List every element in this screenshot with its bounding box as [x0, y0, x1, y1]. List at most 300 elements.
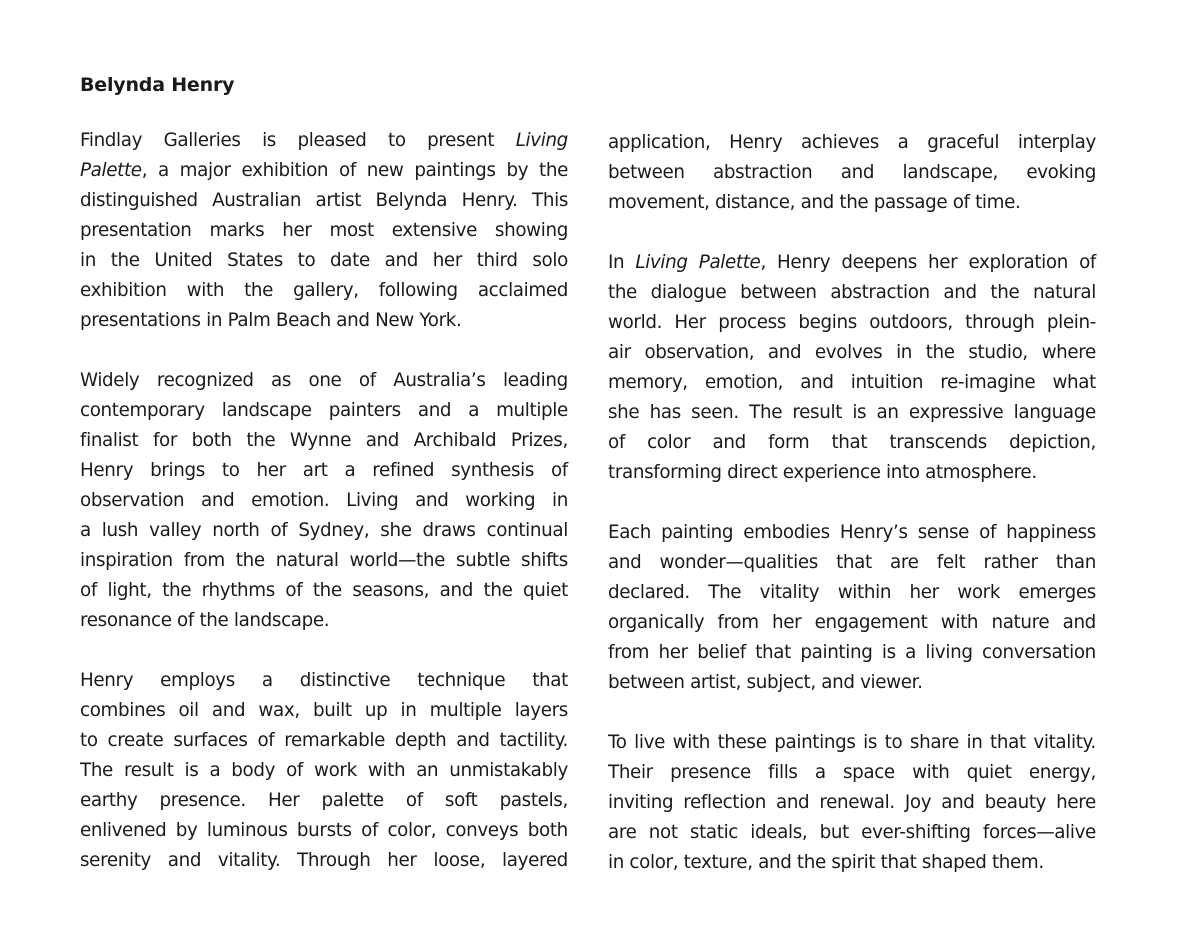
- text-run: The: [708, 582, 742, 603]
- word: [218, 846, 280, 876]
- word: [153, 426, 177, 456]
- text-run: Findlay: [80, 130, 143, 151]
- word: [451, 456, 534, 486]
- text-run: are: [890, 552, 919, 573]
- text-run: Each: [608, 522, 651, 543]
- word: [768, 338, 801, 368]
- word: [718, 728, 767, 758]
- word: [861, 818, 970, 848]
- word: [303, 456, 328, 486]
- word: [401, 696, 417, 726]
- text-line: [608, 398, 1096, 428]
- word: [776, 788, 809, 818]
- word: [608, 398, 639, 428]
- word: [910, 578, 939, 608]
- text-line: [80, 816, 568, 846]
- text-run: her: [282, 220, 312, 241]
- word: [634, 728, 665, 758]
- text-run: from: [717, 612, 759, 633]
- word: [608, 758, 653, 788]
- italic-title: Palette: [80, 160, 142, 181]
- text-run: transforming direct experience into atmosphere.: [608, 462, 1037, 483]
- word: [80, 456, 133, 486]
- word: [293, 276, 359, 306]
- word: [532, 666, 568, 696]
- text-run: contemporary: [80, 400, 205, 421]
- text-run: beauty: [984, 792, 1047, 813]
- text-run: of: [80, 580, 97, 601]
- word: [928, 248, 957, 278]
- word: [511, 426, 568, 456]
- text-run: ,: [141, 160, 148, 181]
- text-run: than: [1055, 552, 1096, 573]
- word: [365, 696, 388, 726]
- word: [608, 308, 662, 338]
- word: [201, 486, 234, 516]
- word: [462, 186, 518, 216]
- word: [819, 788, 894, 818]
- text-run: distinctive: [299, 670, 391, 691]
- text-run: plein-: [1046, 312, 1096, 333]
- word: [456, 546, 510, 576]
- word: [532, 246, 568, 276]
- word: [608, 788, 673, 818]
- word: [251, 486, 329, 516]
- justified-words: [80, 366, 568, 396]
- word: [768, 758, 797, 788]
- text-run: following: [378, 280, 458, 301]
- word: [392, 216, 477, 246]
- word: [830, 278, 929, 308]
- word: [608, 518, 651, 548]
- word: [149, 516, 201, 546]
- text-run: and: [456, 730, 490, 751]
- word: [926, 338, 955, 368]
- text-line: [608, 758, 1096, 788]
- text-run: to: [297, 250, 316, 271]
- word: [608, 278, 637, 308]
- justified-words: [80, 486, 568, 516]
- text-run: working: [465, 490, 536, 511]
- text-line: [608, 848, 1096, 878]
- text-run: serenity: [80, 850, 151, 871]
- text-run: fills: [768, 762, 798, 783]
- text-run: is: [262, 130, 276, 151]
- text-line: [80, 426, 568, 456]
- text-run: the: [483, 580, 513, 601]
- word: [173, 726, 247, 756]
- text-run: transcends: [889, 432, 987, 453]
- justified-words: [608, 158, 1096, 188]
- left-column: [80, 126, 568, 906]
- justified-words: [80, 216, 568, 246]
- text-run: through: [965, 312, 1035, 333]
- word: [499, 726, 568, 756]
- word: [313, 696, 352, 726]
- text-line: [80, 846, 568, 876]
- text-run: and: [767, 342, 802, 363]
- justified-words: [608, 638, 1096, 668]
- word: [372, 456, 434, 486]
- text-run: up: [364, 700, 388, 721]
- justified-words: [608, 368, 1096, 398]
- text-run: her: [432, 250, 462, 271]
- word: [449, 756, 568, 786]
- word: [798, 308, 857, 338]
- text-run: work: [313, 760, 357, 781]
- text-line: [80, 546, 568, 576]
- text-run: north: [212, 520, 260, 541]
- word: [478, 276, 568, 306]
- text-run: ideals,: [750, 822, 808, 843]
- word: [608, 548, 641, 578]
- text-line: [80, 306, 568, 336]
- text-run: Henry’s: [839, 522, 908, 543]
- text-run: artist: [315, 190, 362, 211]
- text-run: emotion,: [704, 372, 784, 393]
- text-run: natural: [1033, 282, 1096, 303]
- text-run: combines: [80, 700, 166, 721]
- text-run: a: [814, 762, 826, 783]
- text-line: [80, 516, 568, 546]
- word: [380, 516, 411, 546]
- text-run: a: [905, 642, 917, 663]
- text-run: soft: [444, 790, 478, 811]
- word: [80, 486, 184, 516]
- word: [608, 428, 625, 458]
- text-run: present: [427, 130, 495, 151]
- text-line: [80, 156, 568, 186]
- word: [608, 818, 637, 848]
- word: [80, 726, 98, 756]
- word: [465, 486, 535, 516]
- justified-words: [80, 396, 568, 426]
- word: [740, 278, 817, 308]
- text-run: work: [957, 582, 1001, 603]
- text-run: presentations in Palm Beach and New York.: [80, 310, 462, 331]
- word: [943, 278, 976, 308]
- text-run: Henry.: [461, 190, 518, 211]
- justified-words: [608, 818, 1096, 848]
- word: [699, 248, 766, 278]
- word: [268, 786, 299, 816]
- text-run: vitality: [759, 582, 820, 603]
- text-run: tactility.: [499, 730, 568, 751]
- italic-title: Living: [635, 252, 688, 273]
- text-run: a: [157, 160, 169, 181]
- text-run: vitality.: [217, 850, 281, 871]
- text-run: vitality.: [1033, 732, 1096, 753]
- text-run: with: [367, 760, 406, 781]
- word: [1019, 578, 1096, 608]
- word: [80, 366, 139, 396]
- justified-words: [80, 426, 568, 456]
- word: [851, 368, 923, 398]
- word: [515, 696, 568, 726]
- text-run: as: [271, 370, 292, 391]
- text-run: ever-shifting: [861, 822, 971, 843]
- text-line: [608, 518, 1096, 548]
- text-run: and: [943, 282, 977, 303]
- text-run: here: [1056, 792, 1096, 813]
- word: [387, 846, 416, 876]
- text-run: employs: [160, 670, 235, 691]
- text-line: [80, 246, 568, 276]
- text-run: of: [361, 820, 379, 841]
- word: [298, 516, 369, 546]
- word: [523, 576, 568, 606]
- word: [339, 156, 356, 186]
- text-run: layers: [514, 700, 568, 721]
- text-run: and: [439, 580, 473, 601]
- text-run: outdoors,: [869, 312, 953, 333]
- text-run: of: [979, 522, 997, 543]
- text-run: abstraction: [712, 162, 813, 183]
- text-run: the: [312, 580, 342, 601]
- word: [1018, 128, 1096, 158]
- text-run: pleased: [297, 130, 367, 151]
- text-run: brings: [150, 460, 205, 481]
- text-run: luminous: [206, 820, 288, 841]
- word: [896, 338, 912, 368]
- text-run: the: [925, 342, 955, 363]
- word: [80, 516, 91, 546]
- text-run: and: [417, 400, 452, 421]
- text-run: these: [717, 732, 767, 753]
- text-run: in color, texture, and the spirit that shaped them.: [608, 852, 1044, 873]
- text-run: reflection: [683, 792, 766, 813]
- justified-words: [80, 816, 568, 846]
- text-run: both: [527, 820, 568, 841]
- word: [877, 398, 899, 428]
- word: [297, 816, 352, 846]
- text-line: [608, 548, 1096, 578]
- word: [755, 638, 791, 668]
- italic-title: Palette: [698, 252, 761, 273]
- word: [298, 246, 316, 276]
- text-run: acclaimed: [477, 280, 568, 301]
- text-run: she: [608, 402, 640, 423]
- word: [212, 516, 259, 546]
- word: [968, 338, 1028, 368]
- text-run: of: [358, 370, 376, 391]
- word: [608, 338, 631, 368]
- word: [108, 726, 164, 756]
- text-run: her: [256, 460, 286, 481]
- word: [111, 246, 140, 276]
- word: [102, 516, 138, 546]
- text-run: expressive: [908, 402, 1004, 423]
- word: [1033, 728, 1095, 758]
- text-run: a: [344, 460, 356, 481]
- word: [841, 158, 874, 188]
- word: [551, 456, 568, 486]
- text-run: of: [285, 580, 303, 601]
- word: [414, 426, 497, 456]
- text-run: from: [608, 642, 650, 663]
- text-run: painting: [661, 522, 734, 543]
- word: [406, 786, 423, 816]
- word: [227, 246, 283, 276]
- word: [176, 816, 198, 846]
- word: [80, 186, 198, 216]
- text-run: sense: [917, 522, 970, 543]
- word: [468, 396, 479, 426]
- text-run: presence.: [159, 790, 246, 811]
- text-line: [80, 606, 568, 636]
- word: [673, 728, 710, 758]
- text-line: [80, 756, 568, 786]
- word: [885, 728, 903, 758]
- word: [608, 248, 624, 278]
- word: [608, 368, 688, 398]
- text-run: the: [110, 250, 140, 271]
- word: [777, 248, 830, 278]
- paragraph: [608, 248, 1096, 488]
- word: [415, 486, 448, 516]
- word: [957, 578, 1000, 608]
- word: [800, 638, 872, 668]
- text-run: Prizes,: [510, 430, 568, 451]
- text-run: Living: [346, 490, 399, 511]
- word: [433, 846, 485, 876]
- word: [495, 216, 568, 246]
- word: [608, 578, 690, 608]
- word: [500, 786, 568, 816]
- text-run: painting: [800, 642, 873, 663]
- text-run: layered: [502, 850, 568, 871]
- word: [838, 578, 891, 608]
- text-run: exhibition: [241, 160, 329, 181]
- text-run: shifts: [521, 550, 568, 571]
- word: [647, 428, 690, 458]
- text-run: lush: [101, 520, 139, 541]
- text-run: and: [775, 792, 810, 813]
- text-run: the: [244, 280, 274, 301]
- justified-words: [608, 428, 1096, 458]
- word: [718, 308, 786, 338]
- word: [285, 576, 302, 606]
- text-run: Archibald: [413, 430, 497, 451]
- word: [376, 186, 448, 216]
- text-run: Her: [674, 312, 706, 333]
- text-run: of: [339, 160, 356, 181]
- word: [80, 696, 165, 726]
- word: [160, 666, 235, 696]
- text-run: by: [506, 160, 529, 181]
- justified-words: [80, 846, 568, 876]
- text-run: built: [312, 700, 352, 721]
- word: [157, 366, 254, 396]
- text-run: This: [532, 190, 568, 211]
- word: [1029, 758, 1096, 788]
- word: [231, 756, 275, 786]
- text-run: is: [184, 760, 199, 781]
- word: [749, 398, 782, 428]
- word: [379, 276, 458, 306]
- text-run: renewal.: [819, 792, 895, 813]
- word: [80, 846, 151, 876]
- text-run: to: [388, 130, 406, 151]
- text-run: The: [80, 760, 113, 781]
- text-run: dialogue: [650, 282, 727, 303]
- text-run: of: [608, 432, 625, 453]
- text-run: organically: [608, 612, 705, 633]
- text-run: In: [608, 252, 625, 273]
- text-run: of: [405, 790, 423, 811]
- word: [330, 246, 370, 276]
- word: [708, 578, 741, 608]
- word: [705, 368, 783, 398]
- paragraph: [608, 128, 1096, 218]
- word: [456, 726, 489, 756]
- text-run: Sydney,: [298, 520, 370, 541]
- word: [941, 608, 978, 638]
- word: [840, 518, 908, 548]
- word: [990, 278, 1019, 308]
- word: [815, 758, 826, 788]
- word: [178, 696, 198, 726]
- text-line: [80, 216, 568, 246]
- word: [300, 666, 391, 696]
- word: [774, 728, 855, 758]
- text-run: of: [270, 520, 288, 541]
- justified-words: [608, 728, 1096, 758]
- text-run: the: [235, 550, 265, 571]
- text-run: conveys: [445, 820, 519, 841]
- text-run: has: [649, 402, 681, 423]
- text-run: belief: [697, 642, 746, 663]
- text-run: resonance of the landscape.: [80, 610, 330, 631]
- word: [532, 186, 568, 216]
- word: [691, 398, 739, 428]
- text-line: [608, 188, 1096, 218]
- justified-words: [80, 786, 568, 816]
- justified-words: [80, 666, 568, 696]
- word: [841, 248, 917, 278]
- text-run: to: [221, 460, 240, 481]
- word: [649, 818, 678, 848]
- word: [608, 608, 704, 638]
- text-run: with: [912, 762, 950, 783]
- word: [417, 666, 505, 696]
- text-run: seen.: [691, 402, 739, 423]
- text-run: major: [179, 160, 231, 181]
- text-run: States: [227, 250, 283, 271]
- word: [991, 608, 1049, 638]
- text-run: finalist: [80, 430, 139, 451]
- text-run: to: [884, 732, 903, 753]
- text-run: bursts: [296, 820, 352, 841]
- word: [209, 216, 264, 246]
- text-run: the: [990, 282, 1020, 303]
- word: [937, 548, 966, 578]
- word: [124, 756, 174, 786]
- text-run: palette: [321, 790, 384, 811]
- word: [185, 756, 199, 786]
- text-run: the: [246, 430, 276, 451]
- word: [927, 128, 999, 158]
- word: [635, 248, 687, 278]
- word: [80, 426, 138, 456]
- text-run: emotion.: [251, 490, 330, 511]
- text-run: the: [539, 160, 568, 181]
- word: [414, 156, 495, 186]
- word: [246, 426, 275, 456]
- word: [968, 248, 1068, 278]
- text-run: are: [608, 822, 637, 843]
- text-run: loose,: [433, 850, 486, 871]
